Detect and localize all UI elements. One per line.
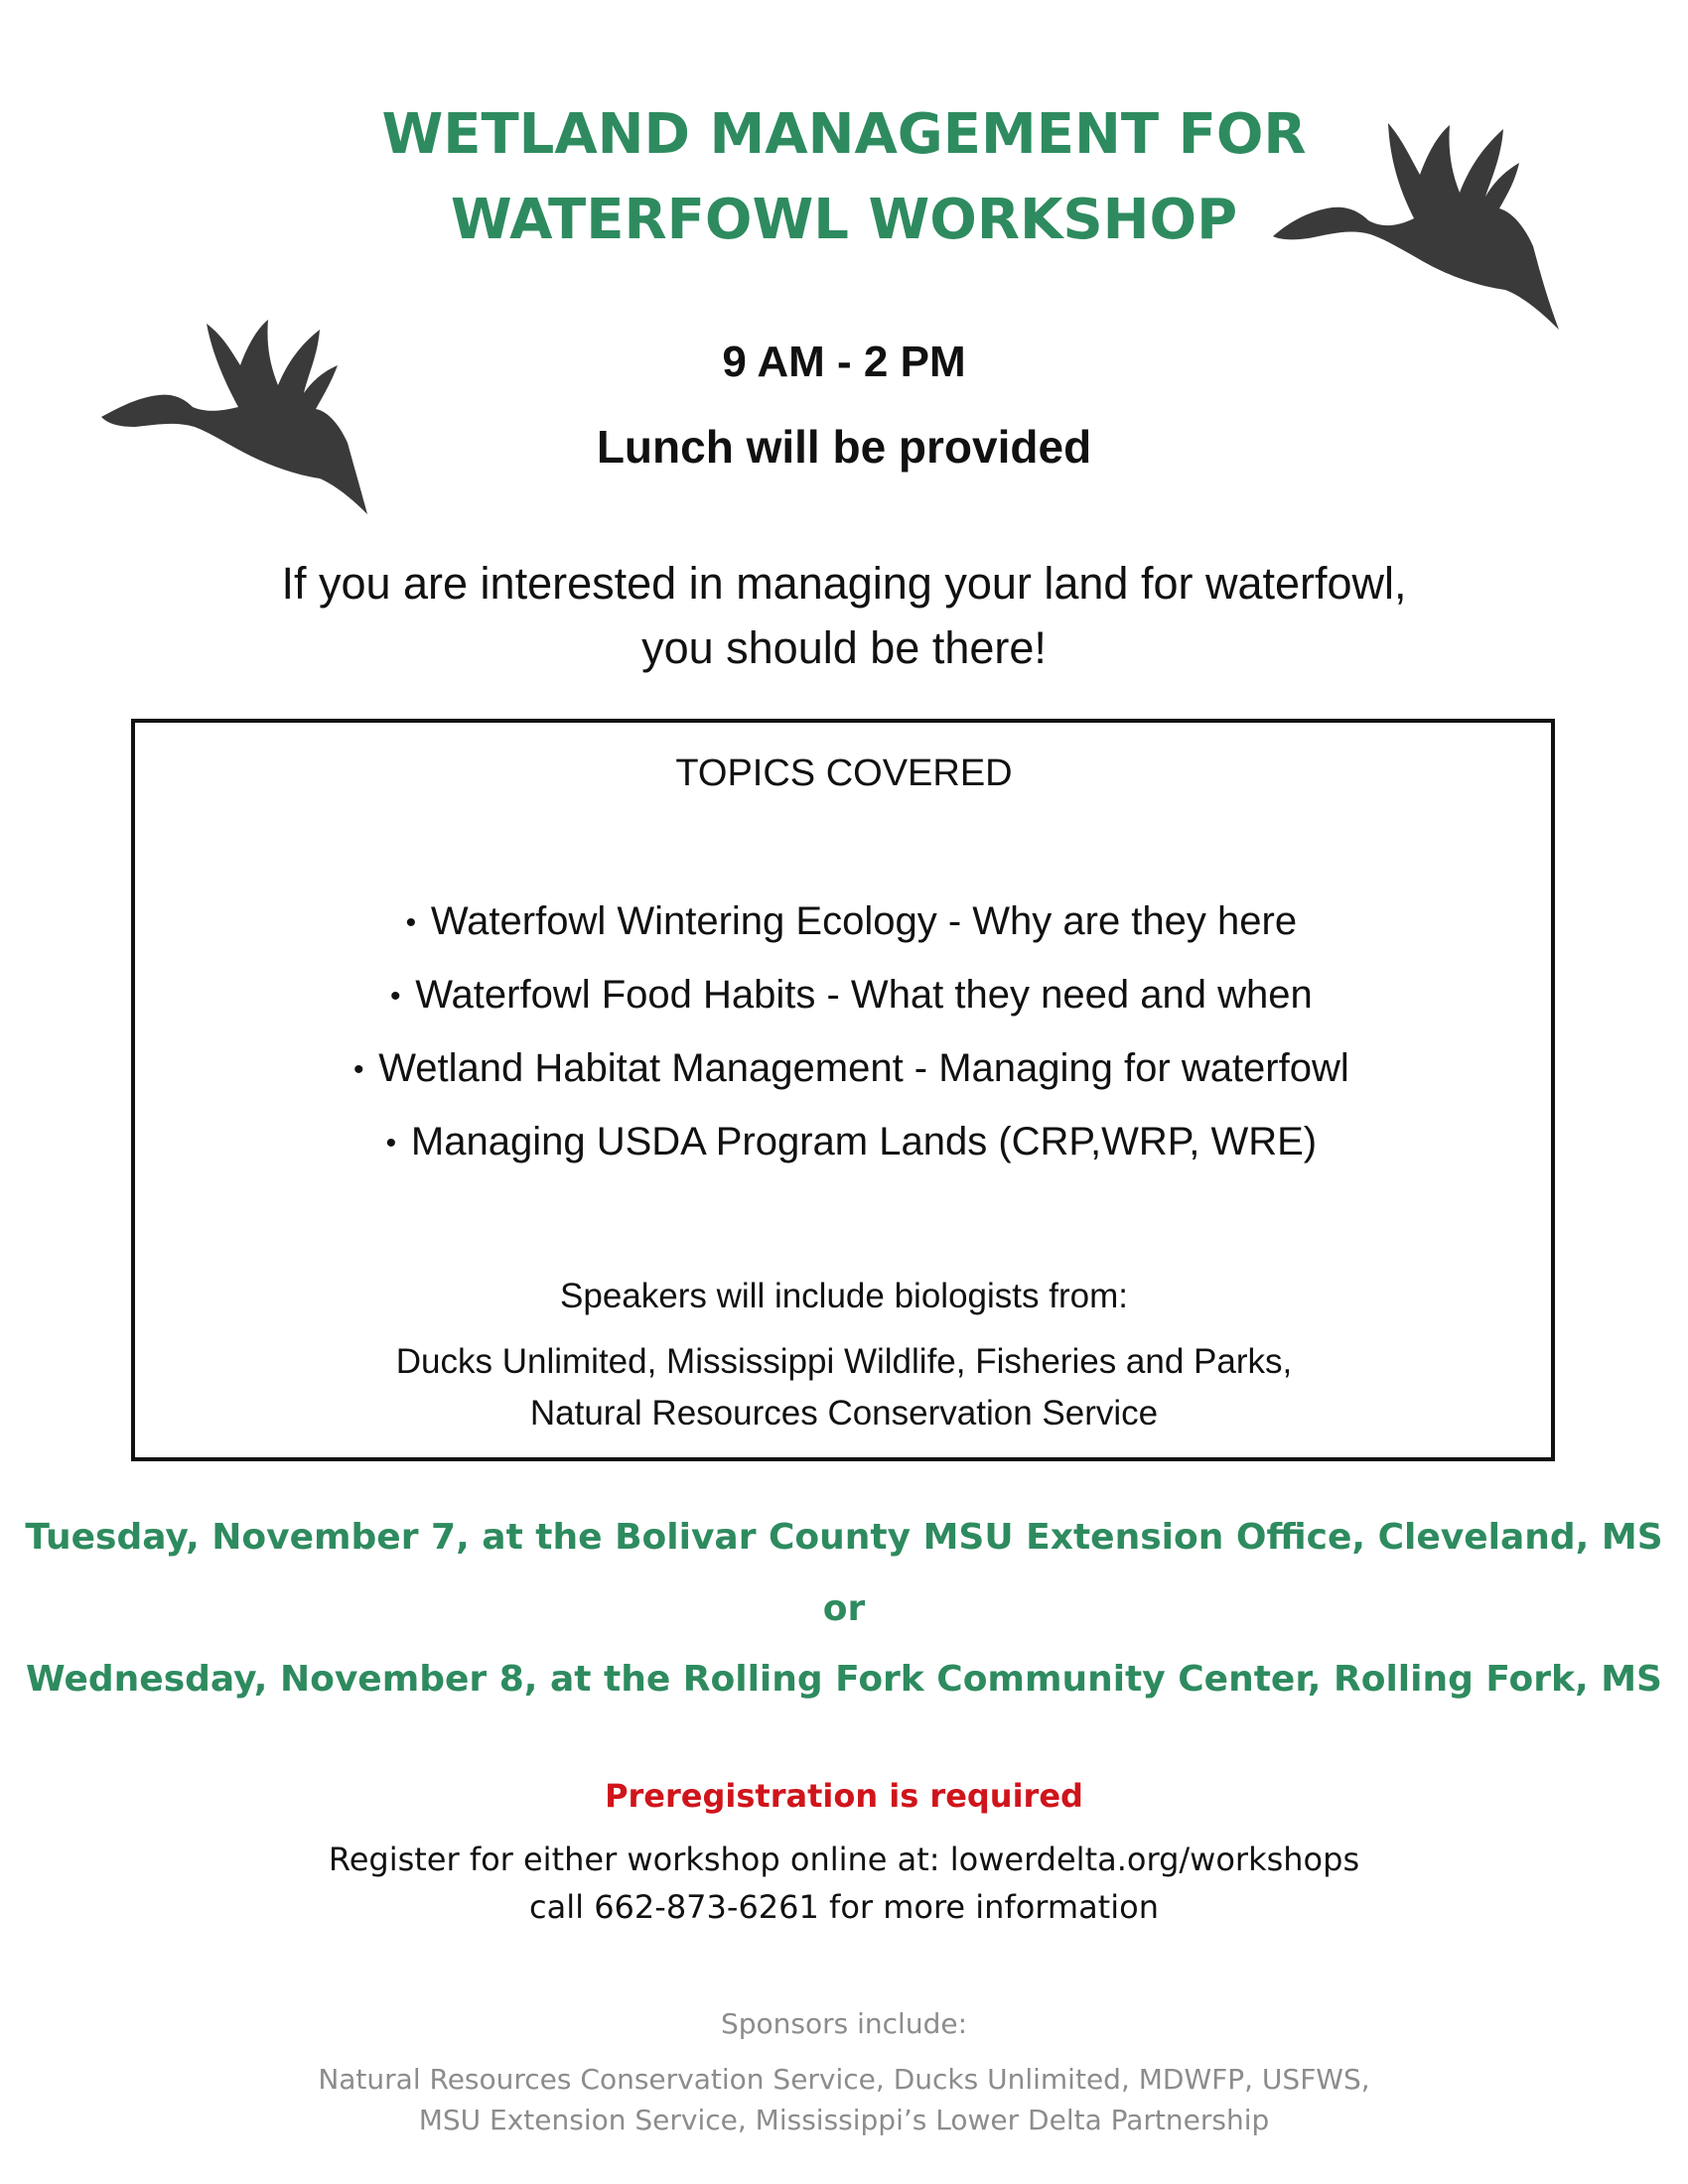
lunch-note: Lunch will be provided (596, 421, 1092, 473)
preregistration-required: Preregistration is required (605, 1777, 1083, 1815)
bullet-icon: • (352, 1053, 364, 1087)
sponsors-line-2: MSU Extension Service, Mississippi’s Lower Delta Partnership (418, 2104, 1270, 2136)
topic-label: Managing USDA Program Lands (CRP,WRP, WRE) (410, 1120, 1318, 1163)
event-date-2: Wednesday, November 8, at the Rolling Fork Community Center, Rolling Fork, MS (26, 1659, 1662, 1700)
speakers-heading: Speakers will include biologists from: (560, 1277, 1128, 1315)
bullet-icon: • (385, 1127, 397, 1160)
event-date-1: Tuesday, November 7, at the Bolivar County MSU Extension Office, Cleveland, MS (25, 1517, 1663, 1558)
topics-heading: TOPICS COVERED (675, 752, 1013, 794)
topic-label: Waterfowl Wintering Ecology - Why are they here (430, 899, 1298, 943)
topic-item (0, 1046, 1688, 1091)
register-phone: call 662-873-6261 for more information (529, 1888, 1159, 1926)
event-or: or (822, 1588, 866, 1629)
sponsors-line-1: Natural Resources Conservation Service, Ducks Unlimited, MDWFP, USFWS, (318, 2063, 1370, 2096)
speakers-line-1: Ducks Unlimited, Mississippi Wildlife, Fisheries and Parks, (395, 1342, 1293, 1381)
event-hours: 9 AM - 2 PM (722, 338, 966, 386)
flying-duck-right-icon (1271, 117, 1589, 345)
bullet-icon: • (405, 906, 417, 940)
topic-item (0, 973, 1688, 1018)
bullet-icon: • (390, 980, 401, 1014)
title-line-1: WETLAND MANAGEMENT FOR (381, 102, 1307, 167)
title-line-2: WATERFOWL WORKSHOP (450, 188, 1238, 252)
topic-label: Wetland Habitat Management - Managing for waterfowl (378, 1046, 1349, 1090)
topic-item (0, 1120, 1688, 1164)
speakers-line-2: Natural Resources Conservation Service (529, 1394, 1159, 1433)
sponsors-heading: Sponsors include: (720, 2007, 968, 2040)
intro-line-1: If you are interested in managing your land for waterfowl, (281, 558, 1407, 609)
register-online: Register for either workshop online at: lowerdelta.org/workshops (328, 1841, 1360, 1878)
intro-line-2: you should be there! (641, 622, 1047, 673)
topic-item (0, 899, 1688, 944)
topic-label: Waterfowl Food Habits - What they need and when (415, 973, 1313, 1017)
